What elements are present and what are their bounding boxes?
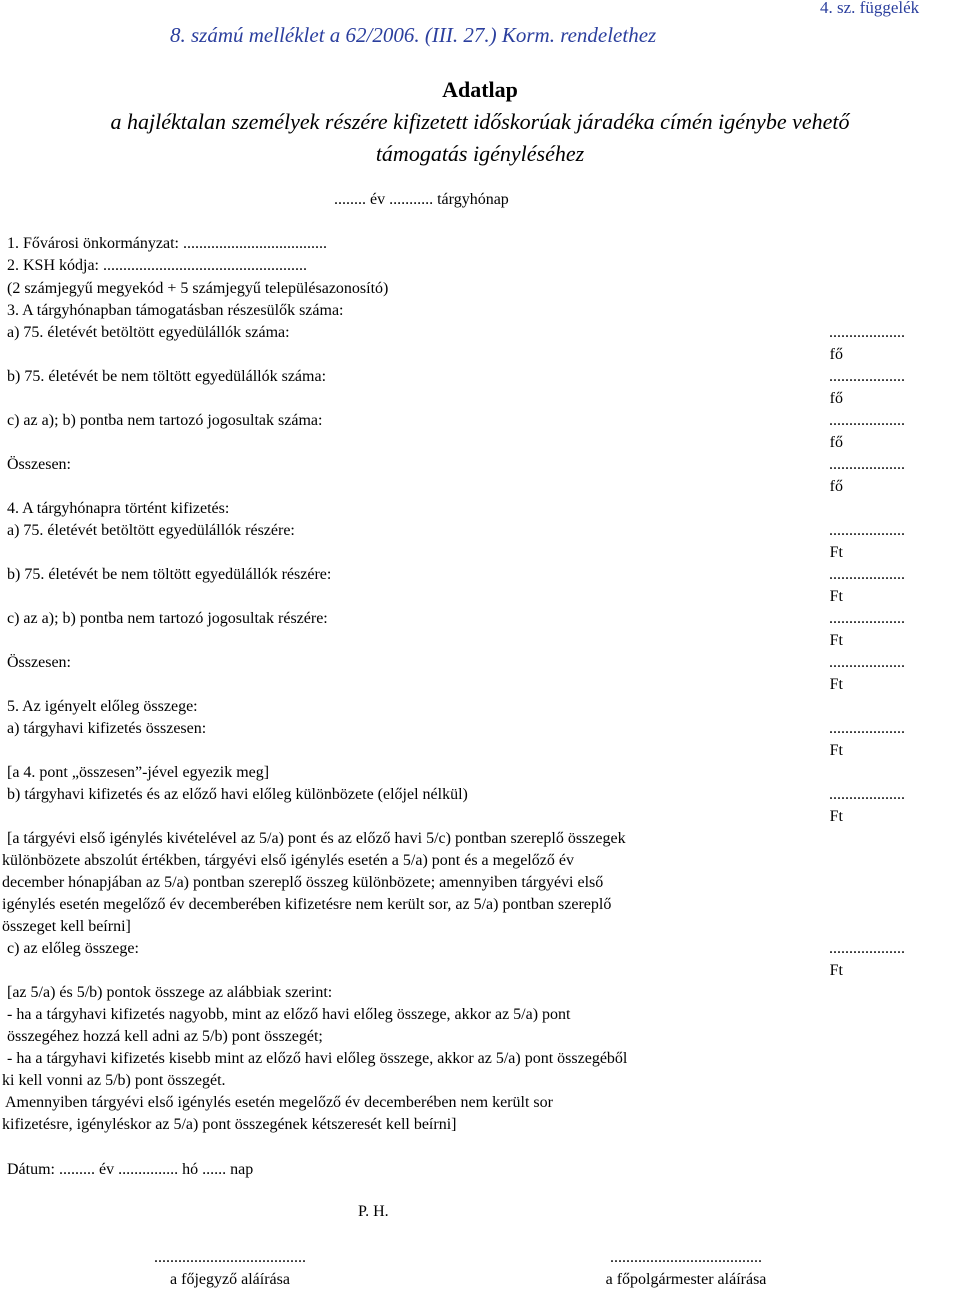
form-subtitle-line2: támogatás igényléséhez bbox=[375, 141, 585, 166]
section5-b-label: b) tárgyhavi kifizetés és az előző havi előleg különbözete (előjel nélkül) bbox=[7, 786, 468, 803]
section5-c-note-line: - ha a tárgyhavi kifizetés kisebb mint az előző havi előleg összege, akkor az 5/a) pont összegéből bbox=[7, 1050, 628, 1067]
form-subtitle-line1: a hajléktalan személyek részére kifizetett időskorúak járadéka címén igénybe vehető bbox=[110, 109, 850, 134]
form-title: Adatlap bbox=[442, 77, 518, 102]
section5-c-note-line: ki kell vonni az 5/b) pont összegét. bbox=[2, 1072, 226, 1089]
mayor-signature-label: a főpolgármester aláírása bbox=[605, 1271, 767, 1288]
section4-row-b-dots: ................... bbox=[829, 566, 905, 583]
section4-total-unit: Ft bbox=[829, 676, 843, 693]
section3-row-a-unit: fő bbox=[829, 346, 843, 363]
section5-title: 5. Az igényelt előleg összege: bbox=[7, 698, 198, 715]
chief-notary-signature-label: a főjegyző aláírása bbox=[170, 1271, 290, 1288]
section4-row-a-unit: Ft bbox=[829, 544, 843, 561]
section5-b-note-line: [a tárgyévi első igénylés kivételével az 5/a) pont és az előző havi 5/c) pontban szereplő összegek bbox=[7, 830, 626, 847]
section4-row-b-label: b) 75. életévét be nem töltött egyedülállók részére: bbox=[7, 566, 332, 583]
date-line: Dátum: ......... év ............... hó ...... nap bbox=[7, 1161, 254, 1178]
section5-b-note-line: december hónapjában az 5/a) pontban szereplő összeg különbözete; amennyiben tárgyévi első bbox=[2, 874, 604, 891]
section4-title: 4. A tárgyhónapra történt kifizetés: bbox=[7, 500, 230, 517]
stamp-placeholder: P. H. bbox=[358, 1203, 389, 1220]
section4-row-c-unit: Ft bbox=[829, 632, 843, 649]
section5-c-note-line: kifizetésre, igényléskor az 5/a) pont összegének kétszeresét kell beírni] bbox=[2, 1116, 457, 1133]
section5-c-note-line: Amennyiben tárgyévi első igénylés esetén megelőző év decemberében nem került sor bbox=[5, 1094, 553, 1111]
mayor-signature-dots: ...................................... bbox=[610, 1249, 762, 1266]
section3-row-c-unit: fő bbox=[829, 434, 843, 451]
section3-total-label: Összesen: bbox=[7, 456, 71, 473]
section4-row-b-unit: Ft bbox=[829, 588, 843, 605]
ksh-code-field: 2. KSH kódja: ................................................... bbox=[7, 257, 307, 274]
section4-row-a-dots: ................... bbox=[829, 522, 905, 539]
period-line: ........ év ........... tárgyhónap bbox=[334, 191, 509, 208]
section5-a-unit: Ft bbox=[829, 742, 843, 759]
section5-b-dots: ................... bbox=[829, 786, 905, 803]
section5-a-dots: ................... bbox=[829, 720, 905, 737]
appendix-label: 4. sz. függelék bbox=[820, 0, 920, 17]
section5-a-note: [a 4. pont „összesen”-jével egyezik meg] bbox=[7, 764, 270, 781]
section3-total-dots: ................... bbox=[829, 456, 905, 473]
section3-row-a-dots: ................... bbox=[829, 324, 905, 341]
section4-row-c-dots: ................... bbox=[829, 610, 905, 627]
section3-row-b-label: b) 75. életévét be nem töltött egyedülállók száma: bbox=[7, 368, 327, 385]
section4-total-dots: ................... bbox=[829, 654, 905, 671]
chief-notary-signature-dots: ...................................... bbox=[154, 1249, 306, 1266]
section5-b-note-line: igénylés esetén megelőző év decemberében kifizetésre nem került sor, az 5/a) pontban szereplő bbox=[2, 896, 612, 913]
section5-c-unit: Ft bbox=[829, 962, 843, 979]
section5-c-dots: ................... bbox=[829, 940, 905, 957]
municipality-field: 1. Fővárosi önkormányzat: .................................... bbox=[7, 235, 327, 252]
section4-row-c-label: c) az a); b) pontba nem tartozó jogosultak részére: bbox=[7, 610, 328, 627]
section3-row-b-unit: fő bbox=[829, 390, 843, 407]
decree-reference-link[interactable]: 8. számú melléklet a 62/2006. (III. 27.) Korm. rendelethez bbox=[170, 23, 657, 47]
section5-b-note-line: különbözete abszolút értékben, tárgyévi első igénylés esetén a 5/a) pont és a megelőző év bbox=[2, 852, 574, 869]
section3-row-c-dots: ................... bbox=[829, 412, 905, 429]
section5-c-label: c) az előleg összege: bbox=[7, 940, 139, 957]
section5-c-note-line: - ha a tárgyhavi kifizetés nagyobb, mint az előző havi előleg összege, akkor az 5/a) pont bbox=[7, 1006, 571, 1023]
section5-a-label: a) tárgyhavi kifizetés összesen: bbox=[7, 720, 207, 737]
section5-b-note-line: összeget kell beírni] bbox=[2, 918, 131, 935]
section3-total-unit: fő bbox=[829, 478, 843, 495]
section3-row-c-label: c) az a); b) pontba nem tartozó jogosultak száma: bbox=[7, 412, 323, 429]
section4-row-a-label: a) 75. életévét betöltött egyedülállók részére: bbox=[7, 522, 295, 539]
section4-total-label: Összesen: bbox=[7, 654, 71, 671]
section5-b-unit: Ft bbox=[829, 808, 843, 825]
section3-row-b-dots: ................... bbox=[829, 368, 905, 385]
section5-c-note-line: összegéhez hozzá kell adni az 5/b) pont összegét; bbox=[7, 1028, 323, 1045]
section3-row-a-label: a) 75. életévét betöltött egyedülállók száma: bbox=[7, 324, 290, 341]
section3-title: 3. A tárgyhónapban támogatásban részesülők száma: bbox=[7, 302, 344, 319]
section5-c-note-line: [az 5/a) és 5/b) pontok összege az alábbiak szerint: bbox=[7, 984, 333, 1001]
ksh-code-note: (2 számjegyű megyekód + 5 számjegyű településazonosító) bbox=[7, 280, 389, 297]
